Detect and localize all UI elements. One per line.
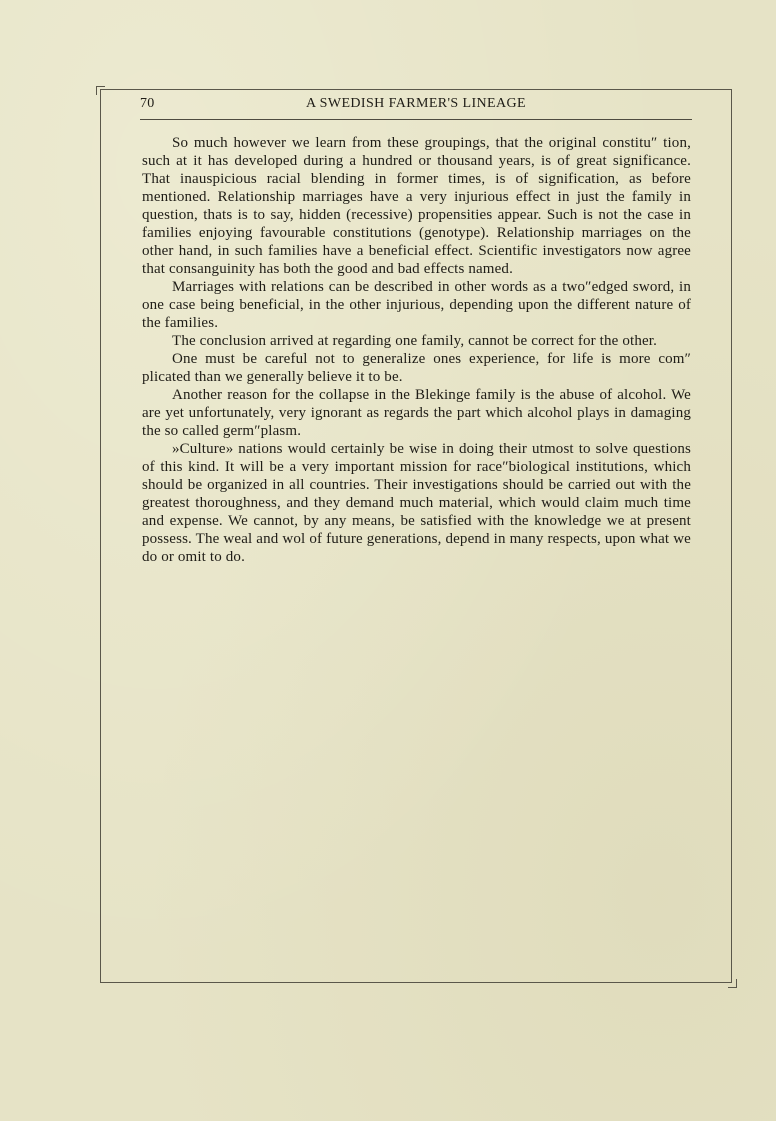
paragraph: So much however we learn from these groupings, that the original constitu″ tion, such at it has developed during a hundred or thousand years, is of great significance. That inauspicious racial blending in former times, is of signification, as before mentioned. Relationship marriages have a very injurious effect in just the family in question, thats is to say, hidden (recessive) propensities appear. Such is not the case in families enjoying favourable constitutions (genotype). Relationship marriages on the other hand, in such families have a beneficial effect. Scientific investigators now agree that consanguinity has both the good and bad effects named.	[142, 135, 691, 277]
paragraph: Marriages with relations can be described in other words as a two″edged sword, in one case being beneficial, in the other injurious, depending upon the different nature of the families.	[142, 279, 691, 331]
paragraph: One must be careful not to generalize ones experience, for life is more com″ plicated than we generally believe it to be.	[142, 351, 691, 385]
frame-corner-bottom-right	[728, 979, 737, 988]
page-number: 70	[140, 96, 155, 111]
paragraph: »Culture» nations would certainly be wise in doing their utmost to solve questions of this kind. It will be a very important mission for race″biological institutions, which should be organized in all countries. Their investigations should be carried out with the greatest thoroughness, and they demand much material, which would claim much time and expense. We cannot, by any means, be satisfied with the knowledge we at present possess. The weal and wol of future generations, depend in many respects, upon what we do or omit to do.	[142, 441, 691, 565]
page-header	[140, 96, 692, 118]
running-head: A SWEDISH FARMER'S LINEAGE	[306, 96, 526, 111]
body-text	[142, 134, 691, 566]
paragraph: The conclusion arrived at regarding one family, cannot be correct for the other.	[172, 333, 657, 349]
header-rule	[140, 119, 692, 120]
paragraph: Another reason for the collapse in the Blekinge family is the abuse of alcohol. We are yet unfortunately, very ignorant as regards the part which alcohol plays in damaging the so called germ″plasm.	[142, 387, 691, 439]
